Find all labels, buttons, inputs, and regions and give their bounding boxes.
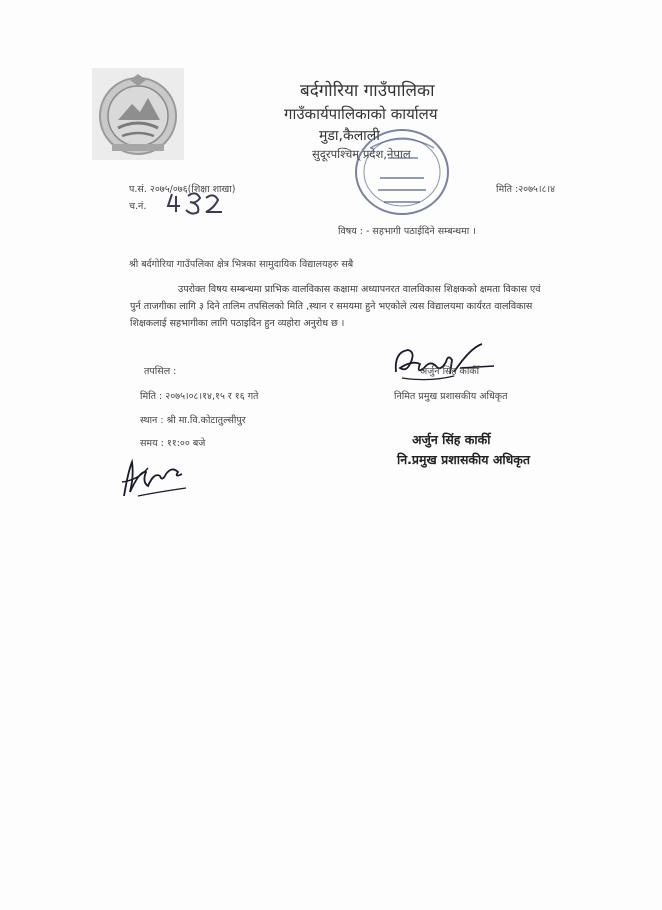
addressee: श्री बर्दगोरिया गाउँपलिका क्षेत्र भित्रका सामुदायिक विद्यालयहरु सबै <box>129 259 354 270</box>
details-date: मिति : २०७५।०८।१४,१५ र १६ गते <box>140 391 259 402</box>
dispatch-number <box>166 188 226 216</box>
body-paragraph-text: उपरोक्त विषय सम्बन्धमा प्राभिक वालविकास कक्षामा अध्यापनरत वालविकास शिक्षकको क्षमता विकास एवं पुर्न ताजगीका लागि ३ दिने तालिम तपसिलको मिति ,स्थान र समयमा हुने भएकोले त्यस विद्यालयमा कार्यरत वालविकास शिक्षकलाई सहभागीका लागि पठाइदिन हुन व्यहोरा अनुरोध छ । <box>130 284 541 329</box>
officer-signature <box>390 338 500 388</box>
office-stamp-icon <box>340 118 458 226</box>
signer-name-stamp: अर्जुन सिंह कार्की <box>412 432 491 447</box>
office-place: मुडा,कैलाली <box>319 128 380 144</box>
body-paragraph <box>130 281 550 332</box>
signer-role: निमित प्रमुख प्रशासकीय अधिकृत <box>394 391 508 402</box>
letter-date: मिति :२०७५।८।४ <box>496 184 556 195</box>
office-name: बर्दगोरिया गाउँपालिका <box>300 81 435 101</box>
subject-line: विषय : - सहभागी पठाईदिने सम्बन्धमा । <box>338 226 476 237</box>
dispatch-label: च.नं. <box>129 201 147 212</box>
details-heading: तपसिल : <box>144 366 177 377</box>
details-time: समय : ११:०० बजे <box>140 438 206 449</box>
signer-role-stamp: नि.प्रमुख प्रशासकीय अधिकृत <box>397 452 531 467</box>
office-province: सुदूरपश्चिम् प्रदेश,नेपाल <box>312 147 411 161</box>
initial-signature <box>118 452 190 500</box>
nepal-emblem-icon <box>92 68 184 160</box>
signer-name: अर्जुन सिंह कार्की <box>420 366 480 377</box>
details-place: स्थान : श्री मा.वि.कोटातुल्सीपुर <box>140 415 246 426</box>
reference-number: प.सं. २०७५/०७६(शिक्षा शाखा) <box>129 184 236 195</box>
office-subtitle: गाउँकार्यपालिकाको कार्यालय <box>284 105 438 123</box>
